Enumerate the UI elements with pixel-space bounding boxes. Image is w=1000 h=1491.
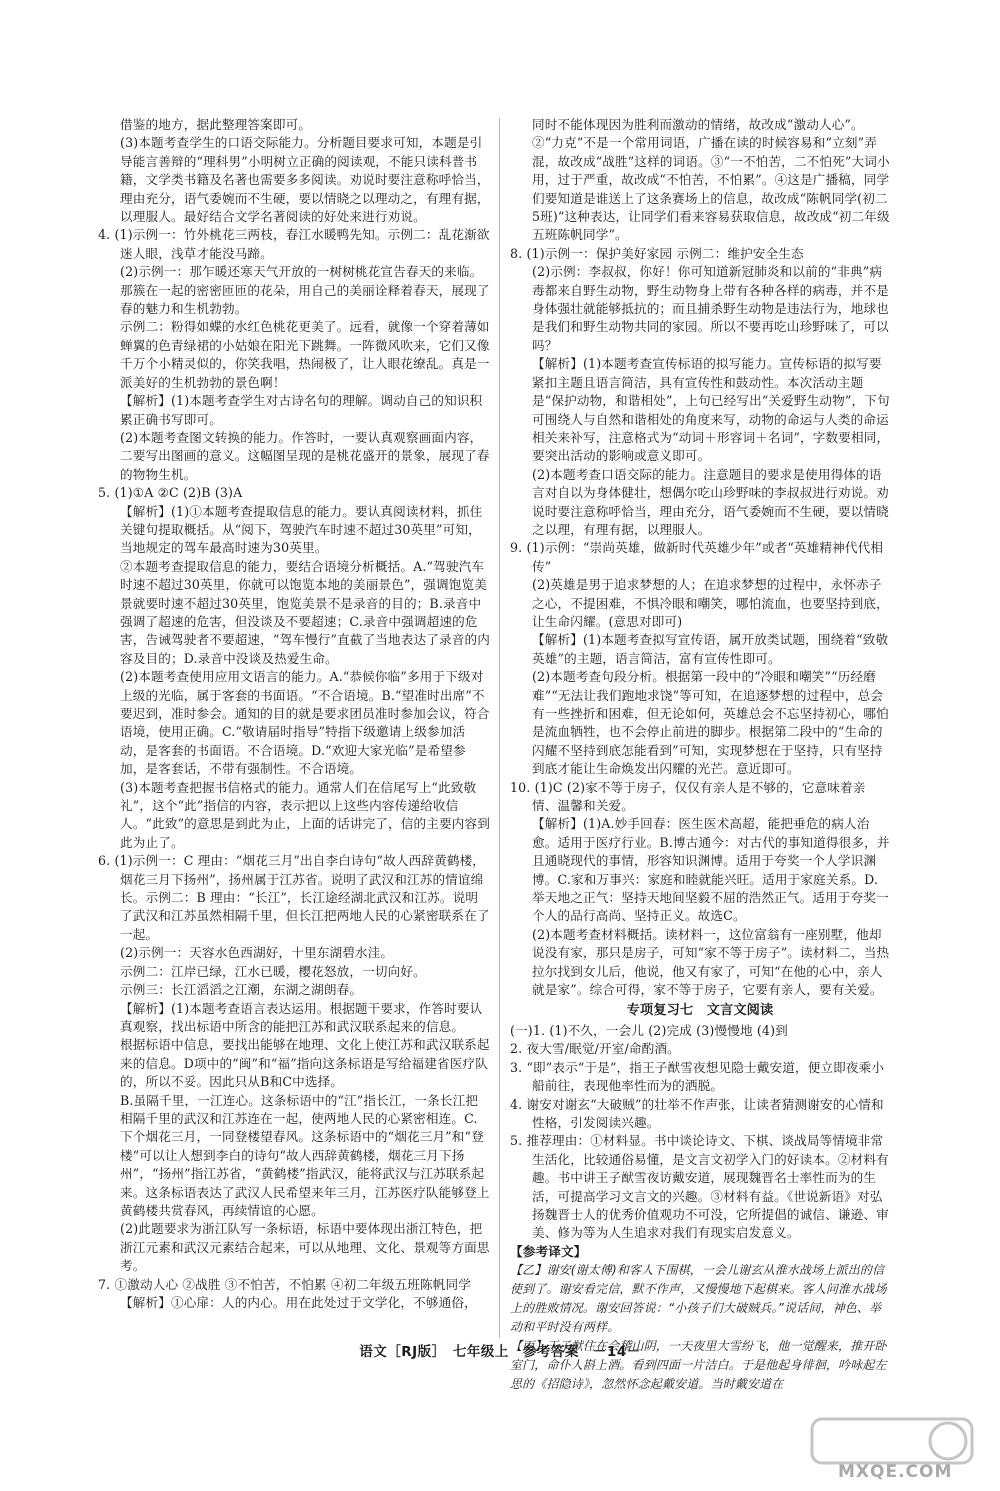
paragraph: (3)本题考查学生的口语交际能力。分析题目要求可知，本题是引导能言善辩的“理科男”小明树立正确的阅读观，不能只读科普书籍，文学类书籍及名著也需要多多阅读。劝说时要注意称呼恰当，理由充分，语气委婉而不生硬，要以情晓之以理动之，有理有据，以理服人。最好结合文学名著阅读的好处来进行劝说。 bbox=[120, 135, 490, 225]
reference-translation-paragraph: 【丙】王子猷住在会稽山阴，一天夜里大雪纷飞，他一觉醒来，推开卧室门，命仆人斟上酒。看到四面一片洁白。于是他起身徘徊，吟咏起左思的《招隐诗》，忽然怀念起戴安道。当时戴安道在 bbox=[510, 1339, 887, 1392]
column-divider bbox=[499, 118, 500, 1338]
section-answer: (一)1. (1)不久，一会儿 (2)完成 (3)慢慢地 (4)到 bbox=[510, 1022, 788, 1038]
question-6-answer: 6. (1)示例一：C 理由：“烟花三月”出自李白诗句“故人西辞黄鹤楼，烟花三月下扬州”，扬州属于江苏省。说明了武汉和江苏的情谊绵长。示例二：B 理由：“长江”，长江途经湖北武汉和江苏。说明了武汉和江苏虽然相隔千里，但长江把两地人民的心紧密联系在了一起。 bbox=[98, 853, 490, 942]
analysis-paragraph: 【解析】(1)A.妙手回春：医生医术高超，能把垂危的病人治愈。适用于医疗行业。B.博古通今：对古代的事知道得很多，并且通晓现代的事情，形容知识渊博。适用于夸奖一个人学识渊博。C.家和万事兴：家庭和睦就能兴旺。适用于家庭关系。D.举天地之正气：坚持天地间坚毅不屈的浩然正气。适用于夸奖一个人的品行高尚、坚持正义。故选C。 bbox=[532, 816, 890, 924]
paragraph: (2)此题要求为浙江队写一条标语，标语中要体现出浙江特色，把浙江元素和武汉元素结合起来，可以从地理、文化、景观等方面思考。 bbox=[120, 1221, 490, 1274]
paragraph: (2)本题考查图文转换的能力。作答时，一要认真观察画面内容，二要写出图画的意义。这幅图呈现的是桃花盛开的景象，展现了春的物物生机。 bbox=[120, 429, 490, 482]
paragraph: 借鉴的地方，据此整理答案即可。 bbox=[120, 117, 312, 132]
question-4-answer: 4. (1)示例一：竹外桃花三两枝，春江水暖鸭先知。示例二：乱花渐欲迷人眼，浅草才能没马蹄。 bbox=[98, 227, 490, 261]
question-5-answer: 5. (1)①A ②C (2)B (3)A bbox=[98, 485, 243, 501]
paragraph: (2)本题考查使用应用文语言的能力。A.“恭候你临”多用于下级对上级的光临，属于客套的书面语。“不合语境。B.“望准时出席”不要迟到，准时参会。通知的目的就是要求团员准时参加会议，符合语境，使用正确。C.“敬请届时指导”特指下级邀请上级参加活动，是客套的书面语。不合语境。D.“欢迎大家光临”是希望参加，是客套话，不带有强制性。不合语境。 bbox=[120, 669, 490, 777]
analysis-paragraph: 【解析】(1)本题考查拟写宣传语，属开放类试题，围绕着“致敬英雄”的主题，语言简洁，富有宣传性即可。 bbox=[532, 632, 889, 666]
analysis-paragraph: 【解析】①心扉：人的内心。用在此处过于文学化，不够通俗， bbox=[120, 1295, 477, 1310]
section-answer: 2. 夜大雪/眠觉/开室/命酌酒。 bbox=[510, 1041, 680, 1057]
paragraph: (2)示例：李叔叔，你好！你可知道新冠肺炎和以前的“非典”病毒都来自野生动物，野生动物身上带有各种各样的病毒，并不是身体强壮就能够抵抗的；而且捕杀野生动物是违法行为，地球也是我们和野生动物共同的家园。所以不要再吃山珍野味了，可以吗？ bbox=[532, 264, 889, 353]
analysis-paragraph: 【解析】(1)本题考查学生对古诗名句的理解。调动自己的知识积累正确书写即可。 bbox=[120, 393, 483, 427]
reference-translation-title: 【参考译文】 bbox=[510, 1243, 587, 1259]
paragraph: 示例二：粉得如蝶的水红色桃花更美了。远看，就像一个穿着薄如蝉翼的色青绿裙的小姑娘在阳光下跳舞。一阵微风吹来，它们又像千万个小精灵似的，你笑我唱，热闹极了，让人眼花缭乱。真是一派美好的生机勃勃的景色啊！ bbox=[120, 319, 490, 390]
question-9-answer: 9. (1)示例：“崇尚英雄，做新时代英雄少年”或者“英雄精神代代相传” bbox=[510, 540, 884, 574]
paragraph: (3)本题考查把握书信格式的能力。通常人们在信尾写上“此致敬礼”，这个“此”指信的内容，表示把以上这些内容传递给收信人。“此致”的意思是到此为止，上面的话讲完了，信的主要内容到此为止了。 bbox=[120, 779, 491, 850]
analysis-paragraph: 【解析】(1)本题考查宣传标语的拟写能力。宣传标语的拟写要紧扣主题且语言简洁，具有宣传性和鼓动性。本次活动主题是“保护动物，和谐相处”，上句已经写出“关爱野生动物”，下句可围绕人与自然和谐相处的角度来写，动物的命运与人类的命运相关来补写，注意格式为“动词＋形容词＋名词”，字数要相同，要突出活动的影响或意义即可。 bbox=[532, 356, 890, 464]
paragraph: (2)本题考查材料概括。读材料一，这位富翁有一座别墅，他却说没有家，那只是房子，可知“家不等于房子”。读材料二，当热拉尔找到女儿后，他说，他又有家了，可知“在他的心中，亲人就是家”。综合可得，家不等于房子，它要有亲人，要有关爱。 bbox=[532, 926, 890, 998]
analysis-paragraph: 【解析】(1)本题考查语言表达运用。根据题干要求，作答时要认真观察，找出标语中所含的能把江苏和武汉联系起来的信息。 bbox=[120, 1000, 483, 1034]
left-column bbox=[98, 116, 490, 1312]
paragraph: (2)示例一：那乍暖还寒天气开放的一树树桃花宣告春天的来临。那簇在一起的密密匝匝的花朵，用自己的美丽诠释着春天，展现了春的魅力和生机勃勃。 bbox=[120, 264, 490, 317]
section-answer: 3. “即”表示“于是”，指王子猷雪夜想见隐士戴安道，便立即夜乘小船前往，表现他率性而为的洒脱。 bbox=[510, 1059, 885, 1094]
paragraph: 同时不能体现因为胜利而激动的情绪，故改成“激动人心”。②“力克”不是一个常用词语，广播在读的时候容易和“立刻”弄混，故改成“战胜”这样的词语。③“一不怕苦，二不怕死”大词小用，过于严重，故改成“不怕苦，不怕累”。④这是广播稿，同学们要知道是谁送上了这条赛场上的信息，故改成“陈帆同学(初二5班)”这种表达，让同学们看来容易获取信息，故改成“初二年级五班陈帆同学”。 bbox=[532, 117, 890, 243]
paragraph: (2)本题考查口语交际的能力。注意题目的要求是使用得体的语言对自以为身体健壮，想偶尔吃山珍野味的李叔叔进行劝说。劝说时要注意称呼恰当，理由充分，语气委婉而不生硬，要以情晓之以理，有理有据，以理服人。 bbox=[532, 466, 889, 537]
paragraph: B.虽隔千里，一江连心。这条标语中的“江”指长江，一条长江把相隔千里的武汉和江苏连在一起，使两地人民的心紧密相连。C.下个烟花三月，一同登楼望春风。这条标语中的“烟花三月”和“登楼”可以让人想到李白的诗句“故人西辞黄鹤楼，烟花三月下扬州”，“扬州”指江苏省，“黄鹤楼”指武汉，能将武汉与江苏联系起来。这条标语表达了武汉人民希望来年三月，江苏医疗队能够登上黄鹤楼共赏春风，再续情谊的心愿。 bbox=[120, 1092, 490, 1218]
question-7-answer: 7. ①激动人心 ②战胜 ③不怕苦，不怕累 ④初二年级五班陈帆同学 bbox=[98, 1276, 472, 1292]
paragraph: 根据标语中信息，要找出能够在地理、文化上使江苏和武汉联系起来的信息。D项中的“闽”和“福”指向这条标语是写给福建省医疗队的，所以不妥。因此只从B和C中选择。 bbox=[120, 1037, 490, 1090]
section-answer: 5. 推荐理由：①材料显。书中谈论诗文、下棋、谈战局等情境非常生活化，比较通俗易懂，是文言文初学入门的好读本。②材料有趣。书中讲王子猷雪夜访戴安道，展现魏晋名士率性而为的生活，可提高学习文言文的兴趣。③材料有益。《世说新语》对弘扬魏晋士人的优秀价值观功不可没，它所提倡的诚信、谦逊、审美、修为等为人生追求对我们有现实启发意义。 bbox=[510, 1133, 889, 1241]
section-answer: 4. 谢安对谢玄“大破贼”的壮举不作声张，让读者猜测谢安的心情和性格，引发阅读兴趣。 bbox=[510, 1096, 884, 1130]
paragraph: 示例三：长江滔滔之江潮，东湖之湖朗春。 bbox=[120, 982, 363, 998]
section-title: 专项复习七 文言文阅读 bbox=[626, 1002, 774, 1018]
paragraph: (2)英雄是男于追求梦想的人；在追求梦想的过程中，永怀赤子之心，不提困难，不惧冷眼和嘲笑，哪怕流血，也要坚持到底，让生命闪耀。(意思对即可) bbox=[532, 577, 889, 629]
paragraph: (2)示例一：天容水色西湖好，十里东湖碧水洼。 bbox=[120, 945, 394, 961]
paragraph: ②本题考查提取信息的能力，要结合语境分析概括。A.“驾驶汽车时速不超过30英里，你就可以饱览本地的美丽景色”，强调饱览美景就要时速不超过30英里，饱览美景不是录音的目的；B.录音中强调了超速的危害，但没谈及不要超速；C.录音中强调超速的危害，告诫驾驶者不要超速，“驾车慢行”直截了当地表达了录音的内容及目的；D.录音中没谈及热爱生命。 bbox=[120, 558, 491, 666]
question-10-answer: 10. (1)C (2)家不等于房子，仅仅有亲人是不够的，它意味着亲情、温馨和关爱。 bbox=[510, 779, 866, 814]
paragraph: 示例二：江岸已绿，江水已暖，樱花怒放，一切向好。 bbox=[120, 963, 426, 979]
paragraph: (2)本题考查句段分析。根据第一段中的“冷眼和嘲笑”“历经磨难”“无法让我们跑地求饶”等可知，在追逐梦想的过程中，总会有一些挫折和困难，但无论如何，英雄总会不忘坚持初心，哪怕是流血牺牲，也不会停止前进的脚步。根据第二段中的“生命的闪耀不坚持到底怎能看到”可知，实现梦想在于坚持，只有坚持到底才能让生命焕发出闪耀的光芒。意近即可。 bbox=[532, 669, 889, 777]
analysis-paragraph: 【解析】(1)①本题考查提取信息的能力。要认真阅读材料，抓住关键句提取概括。从“阅下，驾驶汽车时速不超过30英里”可知，当地规定的驾车最高时速为30英里。 bbox=[120, 503, 483, 556]
watermark-site: MXQE.COM bbox=[838, 1462, 953, 1482]
right-column bbox=[510, 116, 890, 1394]
question-8-answer: 8. (1)示例一：保护美好家园 示例二：维护安全生态 bbox=[510, 245, 804, 261]
page-footer: 语文［RJ版］ 七年级上 参考答案 －14－ bbox=[359, 1344, 641, 1360]
reference-translation-paragraph: 【乙】谢安(谢太傅)和客人下围棋，一会儿谢玄从淮水战场上派出的信使到了。谢安看完信，默不作声，又慢慢地下起棋来。客人问淮水战场上的胜败情况。谢安回答说：“小孩子们大破贼兵。”说话间，神色、举动和平时没有两样。 bbox=[510, 1263, 887, 1335]
